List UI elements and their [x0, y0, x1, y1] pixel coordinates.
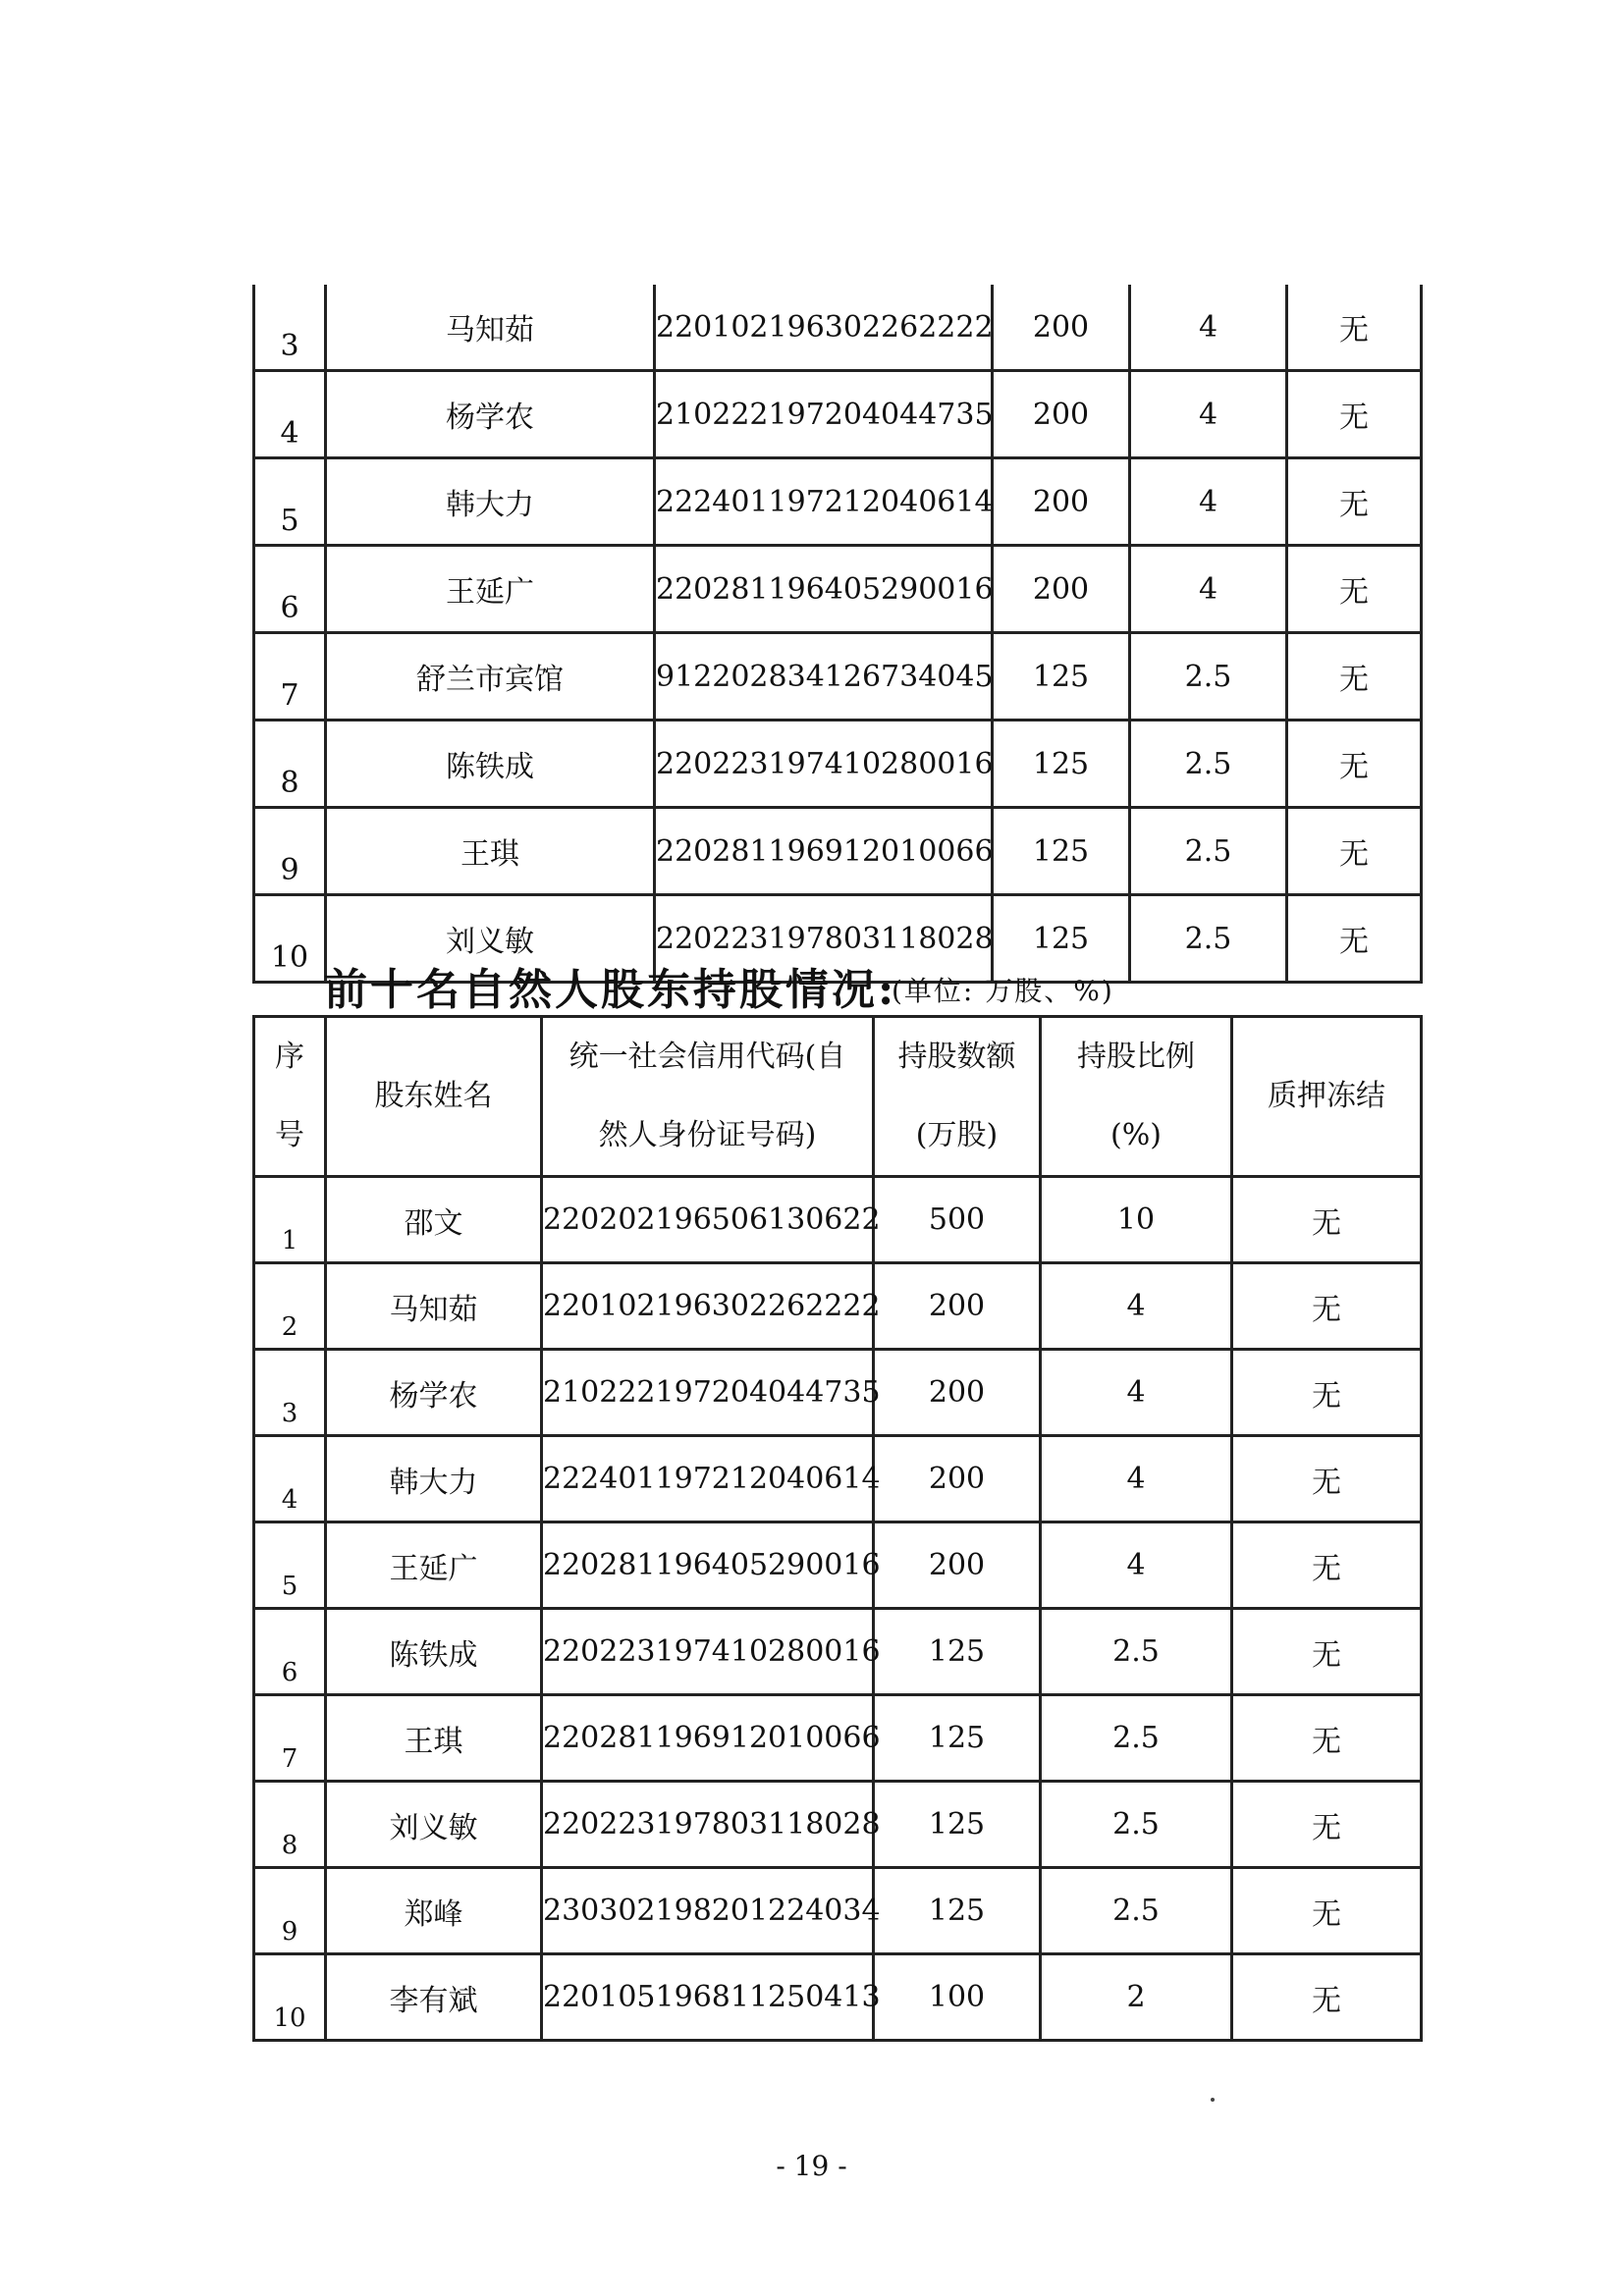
- cell-code: 220223197803118028: [655, 895, 993, 983]
- cell-pledge: 无: [1232, 1436, 1422, 1522]
- cell-seq: 9: [254, 808, 326, 895]
- cell-pledge: 无: [1287, 458, 1422, 546]
- cell-pledge: 无: [1232, 1522, 1422, 1609]
- cell-code: 220223197410280016: [542, 1609, 874, 1695]
- table-row: [254, 1782, 1422, 1868]
- cell-code: 222401197212040614: [542, 1436, 874, 1522]
- cell-ratio: 2.5: [1130, 633, 1287, 721]
- cell-ratio: 4: [1130, 285, 1287, 371]
- cell-seq: 5: [254, 458, 326, 546]
- cell-shares: 125: [993, 808, 1130, 895]
- cell-shares: 125: [874, 1695, 1041, 1782]
- cell-shares: 200: [874, 1263, 1041, 1350]
- table-row: [254, 1522, 1422, 1609]
- cell-name: 刘义敏: [326, 895, 655, 983]
- table-row: [254, 1177, 1422, 1263]
- cell-code: 220281196912010066: [655, 808, 993, 895]
- cell-code: 220102196302262222: [542, 1263, 874, 1350]
- cell-name: 王琪: [326, 808, 655, 895]
- cell-pledge: 无: [1232, 1263, 1422, 1350]
- cell-ratio: 2.5: [1041, 1609, 1232, 1695]
- header-seq: [254, 1017, 326, 1177]
- cell-seq: 7: [254, 633, 326, 721]
- header-ratio-line2: (%): [1110, 1118, 1162, 1152]
- cell-code: 220281196912010066: [542, 1695, 874, 1782]
- table-header-row: [254, 1017, 1422, 1177]
- section-unit: (单位: 万股、%): [892, 975, 1114, 1007]
- cell-pledge: 无: [1232, 1954, 1422, 2041]
- cell-seq: 1: [254, 1177, 326, 1263]
- header-ratio: [1041, 1017, 1232, 1177]
- cell-ratio: 2.5: [1041, 1868, 1232, 1954]
- cell-name: 王琪: [326, 1695, 542, 1782]
- cell-shares: 200: [993, 546, 1130, 633]
- natural-shareholder-table: [252, 1015, 1423, 2042]
- cell-shares: 100: [874, 1954, 1041, 2041]
- table-row: [254, 1263, 1422, 1350]
- cell-ratio: 4: [1041, 1350, 1232, 1436]
- shareholder-table-continued-body: [254, 285, 1422, 983]
- cell-name: 陈铁成: [326, 721, 655, 808]
- cell-seq: 6: [254, 1609, 326, 1695]
- cell-name: 杨学农: [326, 1350, 542, 1436]
- header-code: [542, 1017, 874, 1177]
- cell-pledge: 无: [1287, 546, 1422, 633]
- header-seq-line2: 号: [275, 1118, 304, 1152]
- header-ratio-line1: 持股比例: [1077, 1040, 1195, 1074]
- cell-shares: 200: [993, 285, 1130, 371]
- cell-code: 220223197410280016: [655, 721, 993, 808]
- table-row: [254, 371, 1422, 458]
- natural-shareholder-table-body: [254, 1017, 1422, 2041]
- header-shares: [874, 1017, 1041, 1177]
- cell-ratio: 2: [1041, 1954, 1232, 2041]
- cell-seq: 10: [254, 1954, 326, 2041]
- cell-name: 郑峰: [326, 1868, 542, 1954]
- cell-name: 杨学农: [326, 371, 655, 458]
- header-seq-line1: 序: [275, 1040, 304, 1074]
- cell-ratio: 2.5: [1041, 1782, 1232, 1868]
- header-code-line2: 然人身份证号码): [598, 1118, 817, 1152]
- cell-seq: 10: [254, 895, 326, 983]
- cell-shares: 125: [993, 721, 1130, 808]
- cell-name: 王延广: [326, 1522, 542, 1609]
- cell-ratio: 4: [1041, 1522, 1232, 1609]
- cell-seq: 3: [254, 285, 326, 371]
- table-row: [254, 1436, 1422, 1522]
- cell-name: 韩大力: [326, 1436, 542, 1522]
- table-row: [254, 633, 1422, 721]
- table-row: [254, 808, 1422, 895]
- cell-code: 220281196405290016: [655, 546, 993, 633]
- cell-ratio: 2.5: [1130, 808, 1287, 895]
- table-row: [254, 1695, 1422, 1782]
- shareholder-table-continued: [252, 285, 1423, 984]
- cell-shares: 125: [993, 895, 1130, 983]
- cell-seq: 9: [254, 1868, 326, 1954]
- cell-shares: 125: [874, 1609, 1041, 1695]
- cell-seq: 4: [254, 371, 326, 458]
- cell-ratio: 4: [1130, 371, 1287, 458]
- cell-seq: 3: [254, 1350, 326, 1436]
- header-shares-line1: 持股数额: [897, 1040, 1016, 1074]
- cell-pledge: 无: [1287, 371, 1422, 458]
- cell-ratio: 4: [1041, 1263, 1232, 1350]
- table-row: [254, 1868, 1422, 1954]
- cell-shares: 200: [874, 1522, 1041, 1609]
- cell-ratio: 4: [1041, 1436, 1232, 1522]
- cell-shares: 200: [993, 371, 1130, 458]
- section-title: 前十名自然人股东持股情况:: [324, 965, 897, 1015]
- cell-ratio: 2.5: [1041, 1695, 1232, 1782]
- cell-shares: 125: [874, 1868, 1041, 1954]
- cell-name: 韩大力: [326, 458, 655, 546]
- cell-seq: 2: [254, 1263, 326, 1350]
- table-row: [254, 285, 1422, 371]
- cell-name: 李有斌: [326, 1954, 542, 2041]
- cell-pledge: 无: [1232, 1609, 1422, 1695]
- cell-shares: 200: [993, 458, 1130, 546]
- table-row: [254, 1350, 1422, 1436]
- cell-seq: 7: [254, 1695, 326, 1782]
- cell-shares: 200: [874, 1436, 1041, 1522]
- cell-name: 舒兰市宾馆: [326, 633, 655, 721]
- header-name: 股东姓名: [326, 1017, 542, 1177]
- cell-code: 220105196811250413: [542, 1954, 874, 2041]
- cell-code: 220223197803118028: [542, 1782, 874, 1868]
- table-row: [254, 458, 1422, 546]
- cell-code: 230302198201224034: [542, 1868, 874, 1954]
- cell-code: 220202196506130622: [542, 1177, 874, 1263]
- cell-name: 马知茹: [326, 1263, 542, 1350]
- cell-seq: 8: [254, 1782, 326, 1868]
- cell-code: 912202834126734045: [655, 633, 993, 721]
- cell-shares: 125: [874, 1782, 1041, 1868]
- cell-ratio: 4: [1130, 458, 1287, 546]
- cell-shares: 200: [874, 1350, 1041, 1436]
- cell-pledge: 无: [1232, 1868, 1422, 1954]
- cell-code: 220102196302262222: [655, 285, 993, 371]
- cell-code: 222401197212040614: [655, 458, 993, 546]
- table-row: [254, 1954, 1422, 2041]
- cell-code: 210222197204044735: [655, 371, 993, 458]
- cell-ratio: 2.5: [1130, 721, 1287, 808]
- cell-name: 陈铁成: [326, 1609, 542, 1695]
- table-row: [254, 1609, 1422, 1695]
- cell-pledge: 无: [1287, 285, 1422, 371]
- cell-pledge: 无: [1232, 1350, 1422, 1436]
- table-row: [254, 546, 1422, 633]
- header-shares-line2: (万股): [915, 1118, 999, 1152]
- cell-pledge: 无: [1232, 1177, 1422, 1263]
- cell-seq: 5: [254, 1522, 326, 1609]
- header-pledge: 质押冻结: [1232, 1017, 1422, 1177]
- cell-name: 马知茹: [326, 285, 655, 371]
- cell-name: 刘义敏: [326, 1782, 542, 1868]
- scan-speck: [1211, 2098, 1215, 2102]
- cell-pledge: 无: [1287, 808, 1422, 895]
- page-number: - 19 -: [776, 2150, 847, 2182]
- cell-code: 210222197204044735: [542, 1350, 874, 1436]
- cell-code: 220281196405290016: [542, 1522, 874, 1609]
- cell-pledge: 无: [1287, 721, 1422, 808]
- table-row: [254, 721, 1422, 808]
- cell-seq: 8: [254, 721, 326, 808]
- cell-seq: 4: [254, 1436, 326, 1522]
- cell-ratio: 4: [1130, 546, 1287, 633]
- cell-ratio: 2.5: [1130, 895, 1287, 983]
- cell-pledge: 无: [1287, 633, 1422, 721]
- header-code-line1: 统一社会信用代码(自: [568, 1040, 846, 1074]
- cell-shares: 125: [993, 633, 1130, 721]
- cell-shares: 500: [874, 1177, 1041, 1263]
- cell-name: 邵文: [326, 1177, 542, 1263]
- cell-pledge: 无: [1232, 1695, 1422, 1782]
- cell-ratio: 10: [1041, 1177, 1232, 1263]
- cell-pledge: 无: [1287, 895, 1422, 983]
- cell-pledge: 无: [1232, 1782, 1422, 1868]
- cell-seq: 6: [254, 546, 326, 633]
- cell-name: 王延广: [326, 546, 655, 633]
